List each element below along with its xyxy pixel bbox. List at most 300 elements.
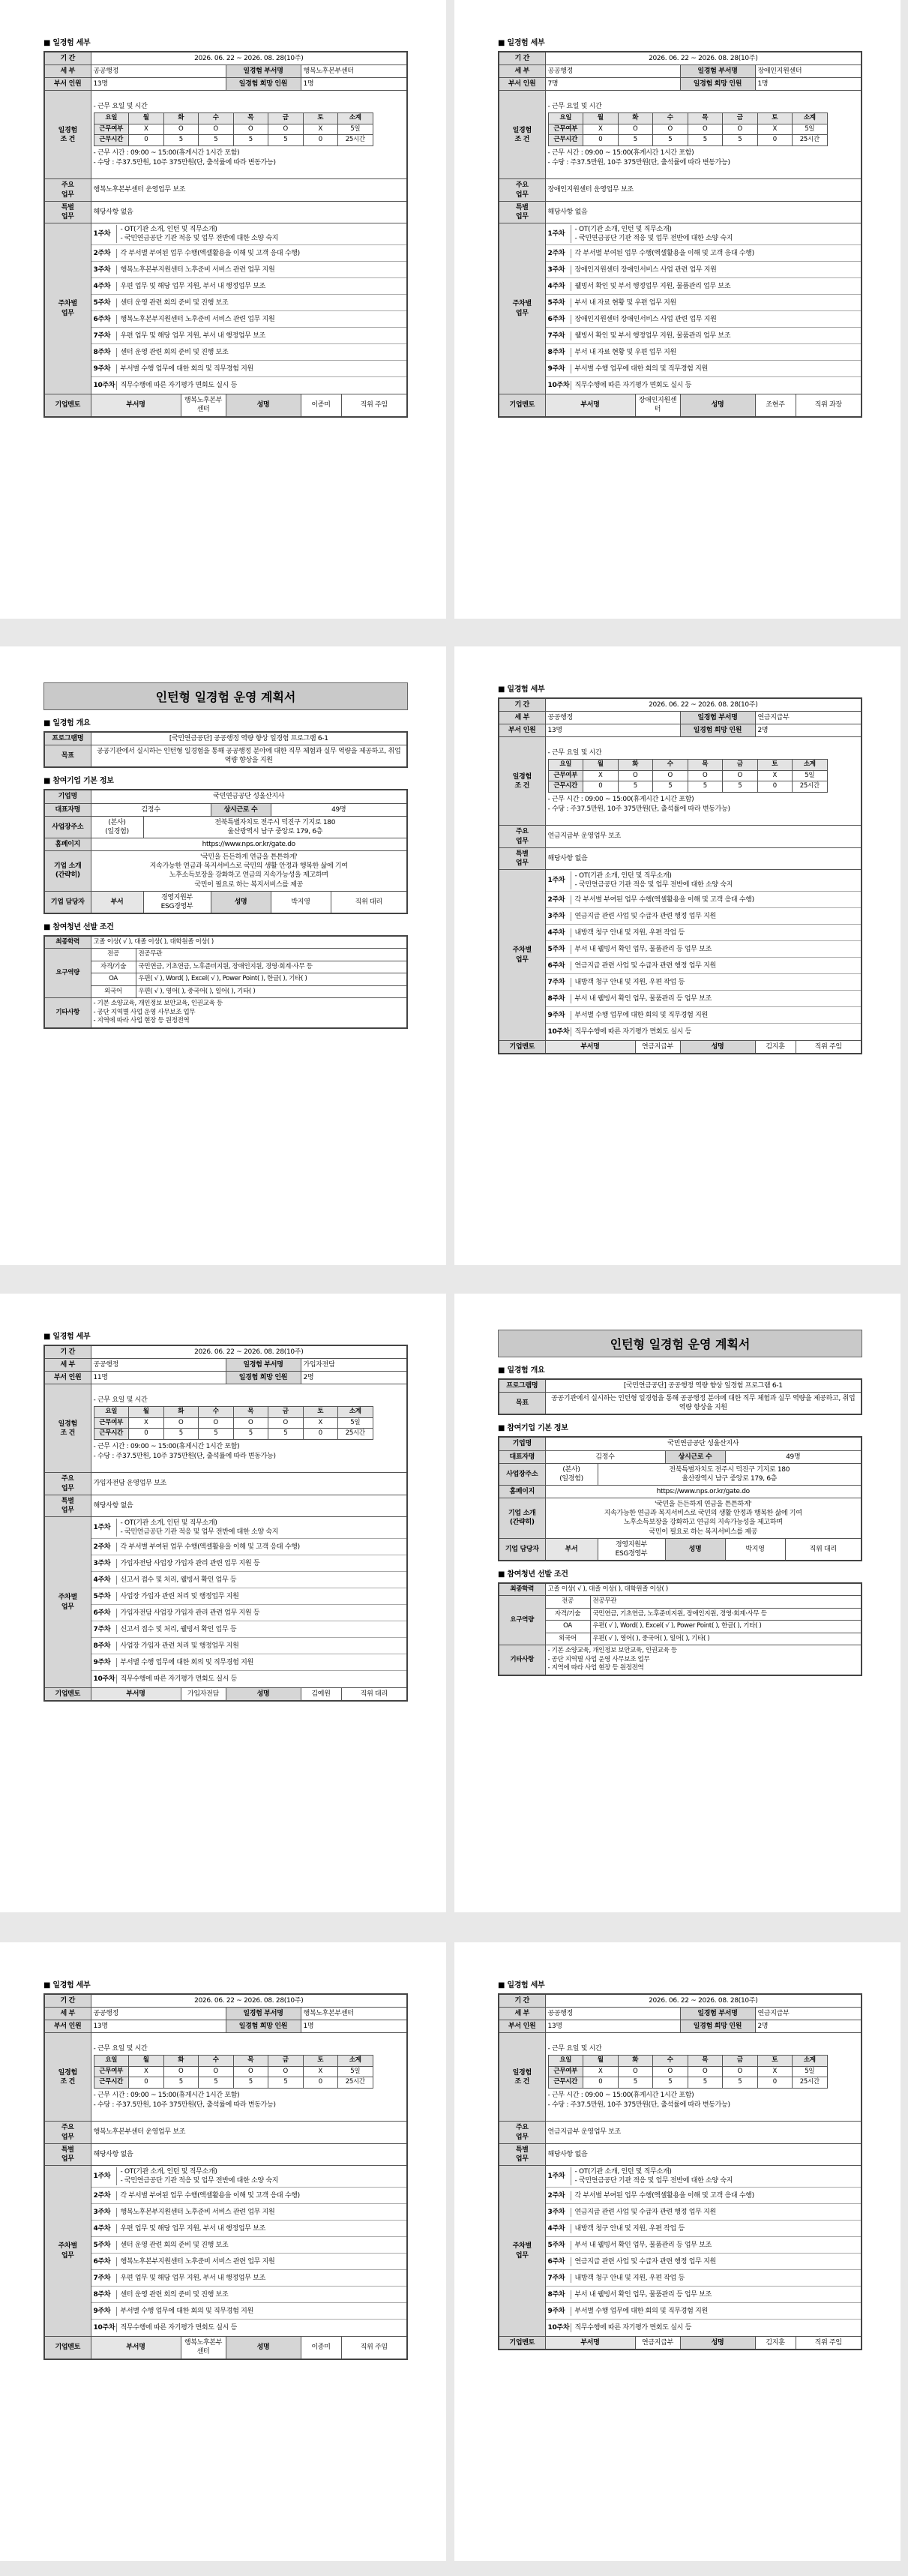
schedule-cell: 월 [583,760,619,770]
week-task: 연금지급 관련 사업 및 수급자 관련 행정 업무 지원 [571,2257,859,2266]
week-task: 신고서 접수 및 처리, 웰빙서 확인 업무 등 [116,1625,405,1634]
schedule-cell: O [618,770,653,781]
week-label: 1주차 [547,877,565,885]
schedule-cell: 화 [618,113,653,124]
schedule-cell: 25시간 [338,135,373,145]
period-value: 2026. 06. 22 ~ 2026. 08. 28(10주) [545,1994,862,2008]
plan-title: 인턴형 일경험 운영 계획서 [43,682,408,710]
schedule-cell: X [129,124,164,134]
week-label: 5주차 [547,2241,565,2249]
week-row [546,2237,862,2254]
week-task: 센터 운영 관련 회의 준비 및 진행 보조 [116,298,405,307]
week-label: 8주차 [547,2290,565,2299]
week-row [546,892,862,908]
schedule-cell: 월 [583,2056,619,2066]
week-label: 9주차 [93,1658,111,1666]
week-task: 내방객 청구 안내 및 지원, 우편 작업 등 [571,2274,859,2283]
week-task: 직무수행에 따른 자기평가 면회도 실시 등 [116,381,405,390]
week-row [546,925,862,941]
week-task: 부서별 수행 업무에 대한 회의 및 직무경험 지원 [571,2307,859,2316]
schedule-cell: O [233,2066,268,2077]
week-row [91,223,407,245]
week-row [546,958,862,974]
section-heading: ■ 일경험 세부 [498,685,545,694]
detail-table: 기 간 2026. 06. 22 ~ 2026. 08. 28(10주) 세 부 공공행정 일경험 부서명 연금지급부 부서 인원 13명 일경험 희망 인원 2명 일경험 조 건 - 근무 요일 및 시간 요일 월 화 수 목 금 토 소계 근무여부 X O O O O X 5일 근무시간 0 5 5 5 5 0 25시간 - 근무 시간 : 09:00 ~ 15:00(휴게시간 1시간 포함) - 수당 : 주37.5만원, 10주 375만원(단, 출석률에 따라 변동가능) 주요 업무 연금지급부 운영업무 보조 특별 업무 해당사항 없음 주차별 업무 1주차 - OT(기관 소개, 인턴 및 직무소개) - 국민연금공단 기관 적응 및 업무 전반에 대한 소양 숙지 2주차 각 부서별 부여된 업무 수행(엑셀활용을 이해 및 고객 응대 수행) 3주차 연금지급 관련 사업 및 수급자 관련 행정 업무 지원 4주차 내방객 청구 안내 및 지원, 우편 작업 등 5주차 부서 내 웰빙서 확인 업무, 물품관리 등 업무 보조 6주차 연금지급 관련 사업 및 수급자 관련 행정 업무 지원 7주차 내방객 청구 안내 및 지원, 우편 작업 등 8주차 부서 내 웰빙서 확인 업무, 물품관리 등 업무 보조 9주차 부서별 수행 업무에 대한 회의 및 직무경험 지원 10주차 직무수행에 따른 자기평가 면회도 실시 등 기업멘토 부서명 연금지급부 성명 김지훈 직위 주임 [498,1993,862,2350]
week-label: 3주차 [547,912,565,920]
week-row [546,941,862,958]
document-page: 인턴형 일경험 운영 계획서 ■ 일경험 개요 프로그램명 [국민연금공단] 공공행정 역량 향상 일경험 프로그램 6-1 목표 공공기관에서 실시하는 인턴형 일경험을 통해 공공행정 분야에 대한 직무 체험과 실무 역량을 제공하고, 취업 역량 향상을 지원 ■ 참여기업 기본 정보 기업명 국민연금공단 성울산지사 대표자명 김정수 상시근로 수 49명 사업장주소 (본사) (일경험) 전북특별자치도 전주시 덕진구 기지로 180 울산광역시 남구 중앙로 179, 6층 홈페이지 https://www.nps.or.kr/gate.do 기업 소개 (간략히) '국민을 든든하게 연금을 튼튼하게' 지속가능한 연금과 복지서비스로 국민의 생활 안정과 행복한 삶에 기여 노후소득보장을 강화하고 연금의 지속가능성을 제고하며 국민이 필요로 하는 복지서비스를 제공 기업 담당자 부서 경영지원부 ESG경영부 성명 박지영 직위 대리 ■ 참여청년 선발 조건 최종학력 고졸 이상( √ ), 대졸 이상( ), 대학원졸 이상( ) 요구역량 전공 전공무관 자격/기술 국민연금, 기초연금, 노후준비지원, 장애인지원, 경영·회계·사무 등 OA 우편( √ ), Word( ), Excel( √ ), Power Point( ), 한글( ), 기타( ) 외국어 우편( √ ), 영어( ), 중국어( ), 일어( ), 기타( ) 기타사항 - 기본 소양교육, 개인정보 보안교육, 인권교육 등 - 공단 지역별 사업 운영 사무보조 업무 - 지역에 따라 사업 현장 등 원정전역 [454,1294,901,1912]
schedule-cell: 근무시간 [94,135,129,145]
week-row [546,328,862,344]
schedule-cell: O [688,124,723,134]
week-task: 가입자전담 사업장 가입자 관리 관련 업무 지원 등 [116,1609,405,1618]
week-label: 5주차 [93,298,111,307]
week-row [546,2270,862,2287]
week-row [91,2320,407,2336]
schedule-cell: 5일 [338,124,373,134]
week-row [91,377,407,394]
week-label: 7주차 [547,331,565,340]
week-task: - OT(기관 소개, 인턴 및 직무소개) - 국민연금공단 기관 적응 및 업무 전반에 대한 소양 숙지 [116,225,405,243]
week-label: 1주차 [93,2173,111,2181]
week-row [91,1621,407,1638]
week-task: 각 부서별 부여된 업무 수행(엑셀활용을 이해 및 고객 응대 수행) [116,1543,405,1552]
week-label: 10주차 [547,2324,570,2332]
schedule-cell: O [233,124,268,134]
week-row [546,2221,862,2237]
week-row [91,1517,407,1539]
schedule-cell: 0 [583,781,619,792]
dept-value: 가입자전담 [301,1359,407,1372]
schedule-cell: 5 [199,135,234,145]
schedule-cell: 0 [583,2077,619,2088]
schedule-cell: O [199,2066,234,2077]
schedule-cell: 금 [268,1407,304,1417]
week-task: 행복노후본부지원센터 노후준비 서비스 관련 업무 지원 [116,2257,405,2266]
schedule-cell: 5일 [793,770,828,781]
schedule-table [94,2055,373,2088]
week-task: 센터 운영 관련 회의 준비 및 진행 보조 [116,2241,405,2250]
week-label: 1주차 [93,1524,111,1532]
schedule-cell: 0 [583,135,619,145]
week-label: 2주차 [547,2191,565,2200]
week-row [91,262,407,278]
week-row [546,2166,862,2188]
week-label: 4주차 [547,928,565,937]
week-row [546,2204,862,2221]
schedule-cell: 근무여부 [548,2066,583,2077]
schedule-cell: 25시간 [793,781,828,792]
week-row [546,908,862,925]
schedule-cell: 월 [129,1407,164,1417]
week-row [546,361,862,377]
week-task: 직무수행에 따른 자기평가 면회도 실시 등 [116,1675,405,1684]
schedule-cell: 금 [268,2056,304,2066]
week-task: 직무수행에 따른 자기평가 면회도 실시 등 [571,381,859,390]
document-page: 인턴형 일경험 운영 계획서 ■ 일경험 개요 프로그램명 [국민연금공단] 공공행정 역량 향상 일경험 프로그램 6-1 목표 공공기관에서 실시하는 인턴형 일경험을 통해 공공행정 분야에 대한 직무 체험과 실무 역량을 제공하고, 취업 역량 향상을 지원 ■ 참여기업 기본 정보 기업명 국민연금공단 성울산지사 대표자명 김정수 상시근로 수 49명 사업장주소 (본사) (일경험) 전북특별자치도 전주시 덕진구 기지로 180 울산광역시 남구 중앙로 179, 6층 홈페이지 https://www.nps.or.kr/gate.do 기업 소개 (간략히) '국민을 든든하게 연금을 튼튼하게' 지속가능한 연금과 복지서비스로 국민의 생활 안정과 행복한 삶에 기여 노후소득보장을 강화하고 연금의 지속가능성을 제고하며 국민이 필요로 하는 복지서비스를 제공 기업 담당자 부서 경영지원부 ESG경영부 성명 박지영 직위 대리 ■ 참여청년 선발 조건 최종학력 고졸 이상( √ ), 대졸 이상( ), 대학원졸 이상( ) 요구역량 전공 전공무관 자격/기술 국민연금, 기초연금, 노후준비지원, 장애인지원, 경영·회계·사무 등 OA 우편( √ ), Word( ), Excel( √ ), Power Point( ), 한글( ), 기타( ) 외국어 우편( √ ), 영어( ), 중국어( ), 일어( ), 기타( ) 기타사항 - 기본 소양교육, 개인정보 보안교육, 인권교육 등 - 공단 지역별 사업 운영 사무보조 업무 - 지역에 따라 사업 현장 등 원정전역 [0,646,446,1265]
week-row [91,1671,407,1687]
week-label: 10주차 [93,2324,115,2332]
schedule-cell: 월 [129,2056,164,2066]
schedule-cell: X [303,2066,338,2077]
week-label: 3주차 [547,265,565,274]
schedule-cell: 5 [163,2077,199,2088]
week-label: 5주차 [547,945,565,953]
week-task: - OT(기관 소개, 인턴 및 직무소개) - 국민연금공단 기관 적응 및 업무 전반에 대한 소양 숙지 [116,2167,405,2185]
week-label: 3주차 [93,2208,111,2216]
schedule-cell: 5일 [793,2066,828,2077]
week-task: 각 부서별 부여된 업무 수행(엑셀활용을 이해 및 고객 응대 수행) [571,2191,859,2200]
schedule-cell: 5 [618,781,653,792]
week-row [546,311,862,328]
schedule-table [548,112,828,145]
week-label: 9주차 [547,1011,565,1019]
week-row [91,2303,407,2320]
week-task: 부서 내 자료 현황 및 우편 업무 지원 [571,298,859,307]
schedule-cell: 25시간 [793,2077,828,2088]
week-label: 8주차 [93,348,111,356]
schedule-cell: 토 [303,113,338,124]
schedule-cell: 0 [129,1429,164,1439]
week-row [91,1539,407,1555]
week-task: - OT(기관 소개, 인턴 및 직무소개) - 국민연금공단 기관 적응 및 업무 전반에 대한 소양 숙지 [571,871,859,889]
schedule-cell: O [653,2066,688,2077]
week-row [546,2287,862,2303]
period-value: 2026. 06. 22 ~ 2026. 08. 28(10주) [91,1994,407,2008]
week-row [91,2188,407,2204]
schedule-cell: 5 [233,1429,268,1439]
document-page [0,1294,446,1912]
schedule-cell: 5 [688,135,723,145]
week-task: 우편 업무 및 해당 업무 지원, 부서 내 행정업무 보조 [116,331,405,340]
main-duty: 행복노후본부센터 운영업무 보조 [91,2122,407,2143]
schedule-cell: 목 [688,760,723,770]
section-heading: ■ 일경험 세부 [43,39,91,47]
schedule-cell: 토 [757,2056,793,2066]
week-label: 6주차 [93,1609,111,1617]
schedule-cell: O [268,1417,304,1428]
schedule-cell: 근무시간 [548,135,583,145]
week-task: - OT(기관 소개, 인턴 및 직무소개) - 국민연금공단 기관 적응 및 업무 전반에 대한 소양 숙지 [571,225,859,243]
week-row [91,1572,407,1588]
schedule-cell: 0 [129,135,164,145]
week-label: 4주차 [547,282,565,290]
week-label: 4주차 [93,1576,111,1584]
week-label: 4주차 [93,282,111,290]
week-task: 부서별 수행 업무에 대한 회의 및 직무경험 지원 [571,364,859,373]
schedule-cell: 근무시간 [94,1429,129,1439]
schedule-cell: 목 [688,2056,723,2066]
main-duty: 가입자전담 운영업무 보조 [91,1473,407,1495]
schedule-cell: 근무시간 [548,781,583,792]
schedule-cell: 토 [757,760,793,770]
schedule-cell: 5 [653,135,688,145]
dept-value: 연금지급부 [755,712,862,724]
schedule-cell: O [199,124,234,134]
schedule-cell: 5일 [338,1417,373,1428]
week-task: 부서 내 웰빙서 확인 업무, 물품관리 등 업무 보조 [571,2241,859,2250]
schedule-cell: X [583,124,619,134]
week-task: 센터 운영 관련 회의 준비 및 진행 보조 [116,2290,405,2299]
week-task: 부서별 수행 업무에 대한 회의 및 직무경험 지원 [116,2307,405,2316]
schedule-cell: X [303,124,338,134]
schedule-cell: 5 [199,1429,234,1439]
document-page [454,0,901,619]
week-row [91,328,407,344]
schedule-cell: O [723,770,758,781]
schedule-cell: 월 [583,113,619,124]
week-task: 신고서 접수 및 처리, 웰빙서 확인 업무 등 [116,1576,405,1585]
schedule-cell: 5 [688,2077,723,2088]
schedule-cell: 근무시간 [94,2077,129,2088]
main-duty: 장애인지원센터 운영업무 보조 [545,179,862,201]
schedule-cell: 금 [268,113,304,124]
schedule-cell: 5 [618,2077,653,2088]
schedule-cell: 금 [723,760,758,770]
week-task: 연금지급 관련 사업 및 수급자 관련 행정 업무 지원 [571,2208,859,2217]
main-duty: 연금지급부 운영업무 보조 [545,2122,862,2143]
week-label: 1주차 [93,230,111,238]
schedule-cell: 5 [163,135,199,145]
schedule-cell: O [688,2066,723,2077]
week-task: 사업장 가입자 관련 처리 및 행정업무 지원 [116,1592,405,1601]
schedule-cell: 소계 [793,760,828,770]
schedule-cell: 토 [303,2056,338,2066]
schedule-cell: 근무여부 [548,124,583,134]
schedule-cell: 0 [303,135,338,145]
schedule-cell: O [163,1417,199,1428]
schedule-cell: 25시간 [793,135,828,145]
schedule-cell: 화 [618,760,653,770]
week-task: 장애인지원센터 장애인서비스 사업 관련 업무 지원 [571,315,859,324]
dept-value: 장애인지원센터 [755,65,862,78]
schedule-cell: 소계 [793,113,828,124]
schedule-cell: 목 [688,113,723,124]
week-label: 7주차 [93,1625,111,1633]
week-label: 6주차 [547,961,565,970]
week-row [546,2303,862,2320]
schedule-cell: X [129,2066,164,2077]
week-label: 6주차 [547,2257,565,2266]
schedule-cell: 5 [268,1429,304,1439]
week-label: 9주차 [93,2307,111,2315]
week-task: 행복노후본부지원센터 노후준비 서비스 관련 업무 지원 [116,2208,405,2217]
week-label: 1주차 [547,2173,565,2181]
main-duty: 행복노후본부센터 운영업무 보조 [91,179,407,201]
schedule-cell: 근무여부 [94,2066,129,2077]
schedule-cell: O [268,124,304,134]
schedule-cell: 요일 [94,2056,129,2066]
schedule-cell: O [163,124,199,134]
schedule-cell: 5 [268,2077,304,2088]
week-row [91,1555,407,1572]
schedule-cell: 목 [233,113,268,124]
week-label: 8주차 [547,994,565,1003]
plan-title: 인턴형 일경험 운영 계획서 [498,1330,862,1357]
week-task: - OT(기관 소개, 인턴 및 직무소개) - 국민연금공단 기관 적응 및 업무 전반에 대한 소양 숙지 [116,1519,405,1537]
period-value: 2026. 06. 22 ~ 2026. 08. 28(10주) [91,52,407,65]
week-task: 장애인지원센터 장애인서비스 사업 관련 업무 지원 [571,265,859,274]
week-row [91,2166,407,2188]
schedule-cell: 수 [653,2056,688,2066]
week-task: 각 부서별 부여된 업무 수행(엑셀활용을 이해 및 고객 응대 수행) [571,895,859,904]
week-task: 부서별 수행 업무에 대한 회의 및 직무경험 지원 [571,1011,859,1020]
schedule-cell: X [757,770,793,781]
schedule-cell: 근무여부 [94,1417,129,1428]
week-task: 각 부서별 부여된 업무 수행(엑셀활용을 이해 및 고객 응대 수행) [116,2191,405,2200]
week-label: 4주차 [93,2224,111,2233]
week-label: 5주차 [93,1592,111,1600]
week-label: 2주차 [547,249,565,257]
schedule-cell: 요일 [548,760,583,770]
schedule-cell: 25시간 [338,2077,373,2088]
week-task: 웰빙서 확인 및 부서 행정업무 지원, 물품관리 업무 보조 [571,331,859,340]
schedule-cell: 0 [757,135,793,145]
week-row [91,311,407,328]
schedule-cell: X [757,124,793,134]
week-row [546,377,862,394]
schedule-cell: X [583,2066,619,2077]
week-row [91,2270,407,2287]
schedule-cell: 소계 [338,1407,373,1417]
dept-value: 행복노후본부센터 [301,65,407,78]
week-label: 10주차 [93,382,115,390]
schedule-cell: 소계 [338,2056,373,2066]
week-label: 5주차 [93,2241,111,2249]
schedule-cell: 월 [129,113,164,124]
schedule-cell: 0 [757,2077,793,2088]
schedule-cell: 5 [723,781,758,792]
week-row [91,245,407,262]
week-row [91,1638,407,1654]
week-label: 6주차 [93,315,111,323]
week-row [546,1007,862,1024]
schedule-cell: 5 [653,2077,688,2088]
week-label: 8주차 [93,2290,111,2299]
week-label: 4주차 [547,2224,565,2233]
week-task: 직무수행에 따른 자기평가 면회도 실시 등 [571,1027,859,1036]
week-label: 3주차 [547,2208,565,2216]
schedule-cell: 0 [303,1429,338,1439]
schedule-cell: 5 [653,781,688,792]
week-task: 웰빙서 확인 및 부서 행정업무 지원, 물품관리 업무 보조 [571,282,859,291]
document-page [0,0,446,619]
week-task: 내방객 청구 안내 및 지원, 우편 작업 등 [571,928,859,937]
detail-table: 기 간 2026. 06. 22 ~ 2026. 08. 28(10주) 세 부 공공행정 일경험 부서명 장애인지원센터 부서 인원 7명 일경험 희망 인원 1명 일경험 조 건 - 근무 요일 및 시간 요일 월 화 수 목 금 토 소계 근무여부 X O O O O X 5일 근무시간 0 5 5 5 5 0 25시간 - 근무 시간 : 09:00 ~ 15:00(휴게시간 1시간 포함) - 수당 : 주37.5만원, 10주 375만원(단, 출석률에 따라 변동가능) 주요 업무 장애인지원센터 운영업무 보조 특별 업무 해당사항 없음 주차별 업무 1주차 - OT(기관 소개, 인턴 및 직무소개) - 국민연금공단 기관 적응 및 업무 전반에 대한 소양 숙지 2주차 각 부서별 부여된 업무 수행(엑셀활용을 이해 및 고객 응대 수행) 3주차 장애인지원센터 장애인서비스 사업 관련 업무 지원 4주차 웰빙서 확인 및 부서 행정업무 지원, 물품관리 업무 보조 5주차 부서 내 자료 현황 및 우편 업무 지원 6주차 장애인지원센터 장애인서비스 사업 관련 업무 지원 7주차 웰빙서 확인 및 부서 행정업무 지원, 물품관리 업무 보조 8주차 부서 내 자료 현황 및 우편 업무 지원 9주차 부서별 수행 업무에 대한 회의 및 직무경험 지원 10주차 직무수행에 따른 자기평가 면회도 실시 등 기업멘토 부서명 장애인지원센터 성명 조현주 직위 과장 [498,51,862,418]
schedule-table [94,112,373,145]
week-row [546,974,862,991]
week-label: 9주차 [547,364,565,373]
week-label: 10주차 [93,1675,115,1684]
week-row [546,223,862,245]
schedule-cell: 0 [303,2077,338,2088]
week-row [546,870,862,892]
week-task: 부서 내 자료 현황 및 우편 업무 지원 [571,348,859,357]
schedule-cell: 소계 [338,113,373,124]
week-row [91,2204,407,2221]
week-label: 10주차 [547,1028,570,1036]
detail-table: 기 간 2026. 06. 22 ~ 2026. 08. 28(10주) 세 부 공공행정 일경험 부서명 행복노후본부센터 부서 인원 13명 일경험 희망 인원 1명 일경험 조 건 - 근무 요일 및 시간 요일 월 화 수 목 금 토 소계 근무여부 X O O O O X 5일 근무시간 0 5 5 5 5 0 25시간 - 근무 시간 : 09:00 ~ 15:00(휴게시간 1시간 포함) - 수당 : 주37.5만원, 10주 375만원(단, 출석률에 따라 변동가능) 주요 업무 행복노후본부센터 운영업무 보조 특별 업무 해당사항 없음 주차별 업무 1주차 - OT(기관 소개, 인턴 및 직무소개) - 국민연금공단 기관 적응 및 업무 전반에 대한 소양 숙지 2주차 각 부서별 부여된 업무 수행(엑셀활용을 이해 및 고객 응대 수행) 3주차 행복노후본부지원센터 노후준비 서비스 관련 업무 지원 4주차 우편 업무 및 해당 업무 지원, 부서 내 행정업무 보조 5주차 센터 운영 관련 회의 준비 및 진행 보조 6주차 행복노후본부지원센터 노후준비 서비스 관련 업무 지원 7주차 우편 업무 및 해당 업무 지원, 부서 내 행정업무 보조 8주차 센터 운영 관련 회의 준비 및 진행 보조 9주차 부서별 수행 업무에 대한 회의 및 직무경험 지원 10주차 직무수행에 따른 자기평가 면회도 실시 등 기업멘토 부서명 행복노후본부센터 성명 이종미 직위 주임 [43,1993,408,2360]
week-label: 6주차 [547,315,565,323]
week-task: 각 부서별 부여된 업무 수행(엑셀활용을 이해 및 고객 응대 수행) [571,249,859,258]
week-label: 3주차 [93,265,111,274]
dept-value: 연금지급부 [755,2008,862,2020]
schedule-cell: 요일 [548,113,583,124]
schedule-cell: 목 [233,2056,268,2066]
detail-table: 기 간 2026. 06. 22 ~ 2026. 08. 28(10주) 세 부 공공행정 일경험 부서명 연금지급부 부서 인원 13명 일경험 희망 인원 2명 일경험 조 건 - 근무 요일 및 시간 요일 월 화 수 목 금 토 소계 근무여부 X O O O O X 5일 근무시간 0 5 5 5 5 0 25시간 - 근무 시간 : 09:00 ~ 15:00(휴게시간 1시간 포함) - 수당 : 주37.5만원, 10주 375만원(단, 출석률에 따라 변동가능) 주요 업무 연금지급부 운영업무 보조 특별 업무 해당사항 없음 주차별 업무 1주차 - OT(기관 소개, 인턴 및 직무소개) - 국민연금공단 기관 적응 및 업무 전반에 대한 소양 숙지 2주차 각 부서별 부여된 업무 수행(엑셀활용을 이해 및 고객 응대 수행) 3주차 연금지급 관련 사업 및 수급자 관련 행정 업무 지원 4주차 내방객 청구 안내 및 지원, 우편 작업 등 5주차 부서 내 웰빙서 확인 업무, 물품관리 등 업무 보조 6주차 연금지급 관련 사업 및 수급자 관련 행정 업무 지원 7주차 내방객 청구 안내 및 지원, 우편 작업 등 8주차 부서 내 웰빙서 확인 업무, 물품관리 등 업무 보조 9주차 부서별 수행 업무에 대한 회의 및 직무경험 지원 10주차 직무수행에 따른 자기평가 면회도 실시 등 기업멘토 부서명 연금지급부 성명 김지훈 직위 주임 [498,697,862,1054]
detail-table: 기 간 2026. 06. 22 ~ 2026. 08. 28(10주) 세 부 공공행정 일경험 부서명 가입자전담 부서 인원 11명 일경험 희망 인원 2명 일경험 조 건 - 근무 요일 및 시간 요일 월 화 수 목 금 토 소계 근무여부 X O O O O X 5일 근무시간 0 5 5 5 5 0 25시간 - 근무 시간 : 09:00 ~ 15:00(휴게시간 1시간 포함) - 수당 : 주37.5만원, 10주 375만원(단, 출석률에 따라 변동가능) 주요 업무 가입자전담 운영업무 보조 특별 업무 해당사항 없음 주차별 업무 1주차 - OT(기관 소개, 인턴 및 직무소개) - 국민연금공단 기관 적응 및 업무 전반에 대한 소양 숙지 2주차 각 부서별 부여된 업무 수행(엑셀활용을 이해 및 고객 응대 수행) 3주차 가입자전담 사업장 가입자 관리 관련 업무 지원 등 4주차 신고서 접수 및 처리, 웰빙서 확인 업무 등 5주차 사업장 가입자 관련 처리 및 행정업무 지원 6주차 가입자전담 사업장 가입자 관리 관련 업무 지원 등 7주차 신고서 접수 및 처리, 웰빙서 확인 업무 등 8주차 사업장 가입자 관련 처리 및 행정업무 지원 9주차 부서별 수행 업무에 대한 회의 및 직무경험 지원 10주차 직무수행에 따른 자기평가 면회도 실시 등 기업멘토 부서명 가입자전담 성명 김예원 직위 대리 [43,1345,408,1702]
week-row [546,245,862,262]
week-row [546,344,862,361]
schedule-cell: O [688,770,723,781]
week-task: 우편 업무 및 해당 업무 지원, 부서 내 행정업무 보조 [116,2224,405,2233]
schedule-cell: 목 [233,1407,268,1417]
schedule-cell: X [129,1417,164,1428]
week-label: 1주차 [547,230,565,238]
schedule-cell: 금 [723,2056,758,2066]
schedule-cell: 금 [723,113,758,124]
section-heading: ■ 일경험 세부 [43,1333,91,1341]
schedule-cell: 0 [129,2077,164,2088]
week-row [91,1605,407,1621]
week-row [91,278,407,295]
period-value: 2026. 06. 22 ~ 2026. 08. 28(10주) [545,52,862,65]
schedule-cell: 5 [163,1429,199,1439]
week-label: 10주차 [547,382,570,390]
week-label: 9주차 [547,2307,565,2315]
main-duty: 연금지급부 운영업무 보조 [545,826,862,847]
schedule-cell: X [583,770,619,781]
week-label: 8주차 [547,348,565,356]
schedule-cell: O [233,1417,268,1428]
detail-table: 기 간 2026. 06. 22 ~ 2026. 08. 28(10주) 세 부 공공행정 일경험 부서명 행복노후본부센터 부서 인원 13명 일경험 희망 인원 1명 일경험 조 건 - 근무 요일 및 시간 요일 월 화 수 목 금 토 소계 근무여부 X O O O O X 5일 근무시간 0 5 5 5 5 0 25시간 - 근무 시간 : 09:00 ~ 15:00(휴게시간 1시간 포함) - 수당 : 주37.5만원, 10주 375만원(단, 출석률에 따라 변동가능) 주요 업무 행복노후본부센터 운영업무 보조 특별 업무 해당사항 없음 주차별 업무 1주차 - OT(기관 소개, 인턴 및 직무소개) - 국민연금공단 기관 적응 및 업무 전반에 대한 소양 숙지 2주차 각 부서별 부여된 업무 수행(엑셀활용을 이해 및 고객 응대 수행) 3주차 행복노후본부지원센터 노후준비 서비스 관련 업무 지원 4주차 우편 업무 및 해당 업무 지원, 부서 내 행정업무 보조 5주차 센터 운영 관련 회의 준비 및 진행 보조 6주차 행복노후본부지원센터 노후준비 서비스 관련 업무 지원 7주차 우편 업무 및 해당 업무 지원, 부서 내 행정업무 보조 8주차 센터 운영 관련 회의 준비 및 진행 보조 9주차 부서별 수행 업무에 대한 회의 및 직무경험 지원 10주차 직무수행에 따른 자기평가 면회도 실시 등 기업멘토 부서명 행복노후본부센터 성명 이종미 직위 주임 [43,51,408,418]
dept-value: 행복노후본부센터 [301,2008,407,2020]
week-row [91,1654,407,1671]
schedule-cell: 요일 [548,2056,583,2066]
week-task: 부서 내 웰빙서 확인 업무, 물품관리 등 업무 보조 [571,945,859,954]
schedule-cell: 근무여부 [94,124,129,134]
week-label: 9주차 [93,364,111,373]
schedule-cell: O [723,124,758,134]
schedule-cell: 5 [723,135,758,145]
schedule-table [548,759,828,792]
week-row [546,991,862,1007]
schedule-cell: 소계 [793,2056,828,2066]
schedule-cell: O [268,2066,304,2077]
week-row [546,2188,862,2204]
week-task: 부서 내 웰빙서 확인 업무, 물품관리 등 업무 보조 [571,2290,859,2299]
week-row [91,2254,407,2270]
week-label: 2주차 [93,1543,111,1551]
schedule-cell: 화 [163,2056,199,2066]
week-task: 부서별 수행 업무에 대한 회의 및 직무경험 지원 [116,364,405,373]
schedule-cell: 근무여부 [548,770,583,781]
week-task: 연금지급 관련 사업 및 수급자 관련 행정 업무 지원 [571,912,859,921]
section-heading: ■ 일경험 세부 [498,1981,545,1990]
schedule-table [94,1406,373,1439]
schedule-cell: 25시간 [338,1429,373,1439]
week-task: 센터 운영 관련 회의 준비 및 진행 보조 [116,348,405,357]
week-task: 내방객 청구 안내 및 지원, 우편 작업 등 [571,978,859,987]
week-task: - OT(기관 소개, 인턴 및 직무소개) - 국민연금공단 기관 적응 및 업무 전반에 대한 소양 숙지 [571,2167,859,2185]
schedule-cell: 토 [757,113,793,124]
schedule-cell: 요일 [94,113,129,124]
week-row [91,344,407,361]
section-heading: ■ 일경험 세부 [498,39,545,47]
schedule-cell: 5 [723,2077,758,2088]
week-task: 직무수행에 따른 자기평가 면회도 실시 등 [116,2323,405,2332]
week-row [546,2254,862,2270]
